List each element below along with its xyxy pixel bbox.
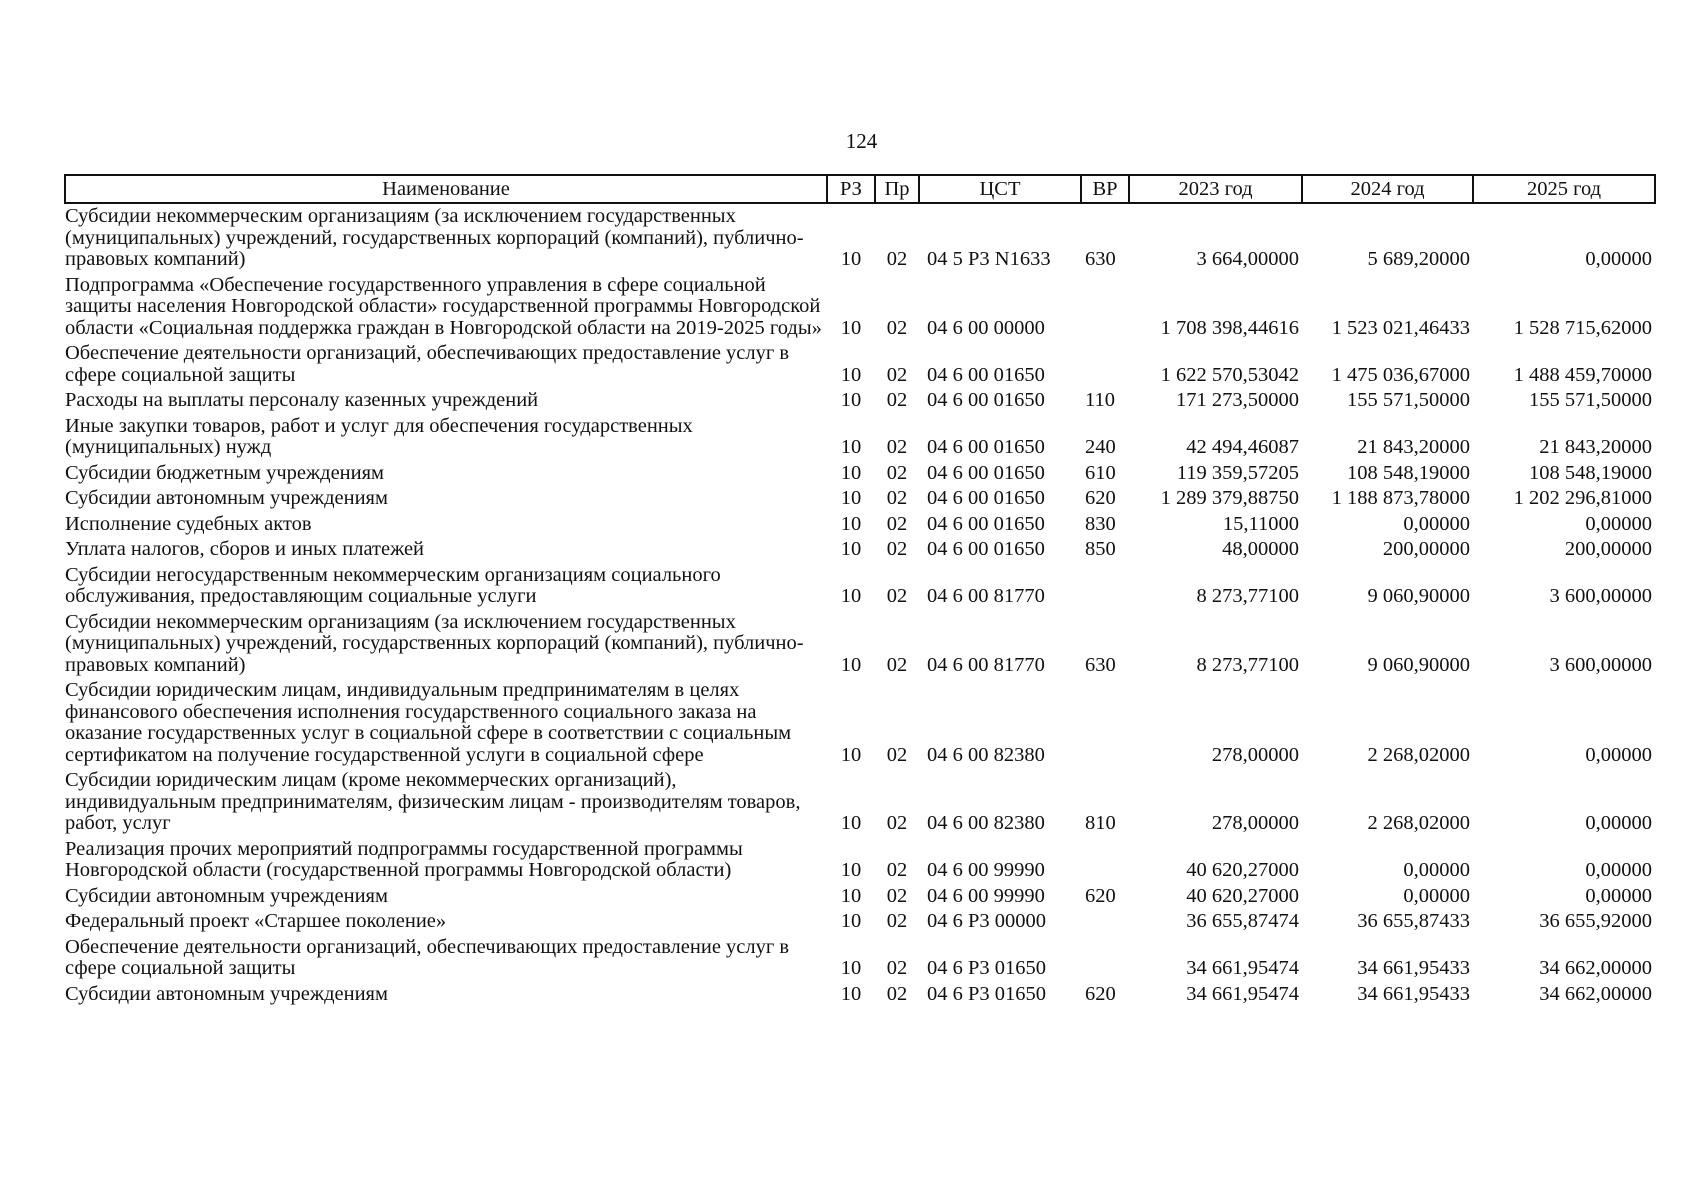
table-row bbox=[65, 884, 1655, 910]
table-header-row bbox=[65, 175, 1655, 203]
row-2023: 40 620,27000 bbox=[1186, 859, 1299, 881]
row-pr: 02 bbox=[886, 316, 908, 339]
row-cst: 04 6 00 01650 bbox=[927, 363, 1045, 386]
row-2024: 34 661,95433 bbox=[1357, 957, 1470, 979]
row-cst: 04 6 00 82380 bbox=[927, 743, 1045, 766]
row-2024: 1 523 021,46433 bbox=[1331, 316, 1470, 339]
row-pr: 02 bbox=[886, 982, 908, 1005]
row-2024: 200,00000 bbox=[1382, 538, 1470, 560]
row-2024: 0,00000 bbox=[1403, 512, 1470, 535]
row-rz: 10 bbox=[840, 812, 862, 834]
table-row bbox=[65, 935, 1655, 982]
table-row bbox=[65, 414, 1655, 461]
row-2023: 48,00000 bbox=[1222, 538, 1299, 560]
row-pr: 02 bbox=[886, 363, 908, 386]
header-2023: 2023 год bbox=[1129, 175, 1302, 203]
row-rz: 10 bbox=[840, 957, 862, 979]
row-2023: 1 708 398,44616 bbox=[1160, 316, 1299, 339]
page-number: 124 bbox=[845, 129, 878, 153]
row-name: Субсидии юридическим лицам, индивидуальным предпринимателям в целях финансового обеспечения исполнения государственного социального заказа на оказание государственных услуг в социальной сфере в соответствии с социальным сертификатом на получение государственной услуги в социальной сфере bbox=[65, 679, 792, 766]
row-name: Субсидии автономным учреждениям bbox=[65, 982, 388, 1005]
row-2023: 15,11000 bbox=[1222, 512, 1299, 535]
row-2024: 34 661,95433 bbox=[1357, 982, 1470, 1005]
header-vr: ВР bbox=[1081, 175, 1129, 203]
row-rz: 10 bbox=[840, 910, 862, 932]
row-2023: 36 655,87474 bbox=[1186, 910, 1299, 932]
row-vr bbox=[1081, 837, 1129, 884]
row-name: Расходы на выплаты персоналу казенных учреждений bbox=[65, 389, 539, 411]
row-rz: 10 bbox=[840, 487, 862, 509]
row-cst: 04 5 Р3 N1633 bbox=[927, 248, 1051, 270]
table-row bbox=[65, 768, 1655, 837]
row-vr: 110 bbox=[1085, 389, 1115, 411]
row-vr: 620 bbox=[1085, 884, 1116, 907]
row-rz: 10 bbox=[840, 538, 862, 560]
row-cst: 04 6 00 01650 bbox=[927, 512, 1045, 535]
row-cst: 04 6 00 81770 bbox=[927, 585, 1045, 607]
row-name: Обеспечение деятельности организаций, обеспечивающих предоставление услуг в сфере социальной защиты bbox=[65, 935, 790, 979]
row-vr bbox=[1081, 678, 1129, 768]
row-2024: 36 655,87433 bbox=[1357, 910, 1470, 932]
row-pr: 02 bbox=[886, 461, 908, 484]
row-rz: 10 bbox=[840, 653, 862, 676]
row-name: Реализация прочих мероприятий подпрограммы государственной программы Новгородской области (государственной программы Новгородской области) bbox=[65, 837, 743, 881]
row-name: Федеральный проект «Старшее поколение» bbox=[65, 910, 447, 932]
row-2023: 119 359,57205 bbox=[1176, 461, 1299, 484]
row-cst: 04 6 00 01650 bbox=[927, 461, 1045, 484]
row-rz: 10 bbox=[840, 363, 862, 386]
budget-table bbox=[64, 174, 1656, 1007]
row-name: Обеспечение деятельности организаций, обеспечивающих предоставление услуг в сфере социальной защиты bbox=[65, 342, 790, 386]
row-name: Субсидии автономным учреждениям bbox=[65, 884, 388, 907]
row-vr: 620 bbox=[1085, 487, 1116, 509]
row-rz: 10 bbox=[840, 859, 862, 881]
row-2023: 278,00000 bbox=[1211, 812, 1299, 834]
table-row bbox=[65, 486, 1655, 512]
row-2024: 1 188 873,78000 bbox=[1331, 487, 1470, 509]
row-vr bbox=[1081, 341, 1129, 388]
row-cst: 04 6 00 01650 bbox=[927, 389, 1045, 411]
row-2025: 34 662,00000 bbox=[1539, 957, 1652, 979]
row-pr: 02 bbox=[886, 538, 908, 560]
row-rz: 10 bbox=[840, 512, 862, 535]
row-rz: 10 bbox=[840, 585, 862, 607]
row-pr: 02 bbox=[886, 884, 908, 907]
row-name: Иные закупки товаров, работ и услуг для обеспечения государственных (муниципальных) нужд bbox=[65, 414, 693, 458]
row-2024: 5 689,20000 bbox=[1367, 248, 1470, 270]
row-cst: 04 6 00 99990 bbox=[927, 859, 1045, 881]
row-2023: 40 620,27000 bbox=[1186, 884, 1299, 907]
row-pr: 02 bbox=[886, 812, 908, 834]
row-vr: 620 bbox=[1085, 982, 1116, 1005]
row-2023: 34 661,95474 bbox=[1186, 957, 1299, 979]
row-2025: 0,00000 bbox=[1585, 859, 1652, 881]
row-vr: 830 bbox=[1085, 512, 1116, 535]
row-2023: 8 273,77100 bbox=[1196, 585, 1299, 607]
row-rz: 10 bbox=[840, 461, 862, 484]
row-2023: 1 289 379,88750 bbox=[1160, 487, 1299, 509]
row-2025: 108 548,19000 bbox=[1529, 461, 1652, 484]
row-cst: 04 6 Р3 00000 bbox=[927, 910, 1047, 932]
row-pr: 02 bbox=[886, 910, 908, 932]
row-rz: 10 bbox=[840, 982, 862, 1005]
row-2024: 2 268,02000 bbox=[1367, 812, 1470, 834]
row-2025: 36 655,92000 bbox=[1539, 910, 1652, 932]
row-2024: 9 060,90000 bbox=[1367, 585, 1470, 607]
row-vr: 610 bbox=[1085, 461, 1116, 484]
row-pr: 02 bbox=[886, 487, 908, 509]
header-2024: 2024 год bbox=[1302, 175, 1473, 203]
row-pr: 02 bbox=[886, 248, 908, 270]
row-pr: 02 bbox=[886, 743, 908, 766]
row-cst: 04 6 00 01650 bbox=[927, 487, 1045, 509]
row-pr: 02 bbox=[886, 585, 908, 607]
row-name: Уплата налогов, сборов и иных платежей bbox=[65, 538, 425, 560]
table-row bbox=[65, 273, 1655, 342]
row-2025: 1 528 715,62000 bbox=[1513, 316, 1652, 339]
row-name: Подпрограмма «Обеспечение государственного управления в сфере социальной защиты населения Новгородской области» государственной программы Новгородской области «Социальная поддержка граждан в Новгородской области на 2019-2025 годы» bbox=[65, 273, 822, 339]
row-2025: 21 843,20000 bbox=[1539, 436, 1652, 458]
row-2024: 21 843,20000 bbox=[1357, 436, 1470, 458]
table-row bbox=[65, 678, 1655, 768]
table-row bbox=[65, 341, 1655, 388]
row-name: Субсидии бюджетным учреждениям bbox=[65, 461, 385, 484]
row-cst: 04 6 00 01650 bbox=[927, 436, 1045, 458]
row-cst: 04 6 00 81770 bbox=[927, 653, 1045, 676]
row-2024: 1 475 036,67000 bbox=[1331, 363, 1470, 386]
row-pr: 02 bbox=[886, 389, 908, 411]
header-2025: 2025 год bbox=[1473, 175, 1655, 203]
row-2023: 3 664,00000 bbox=[1196, 248, 1299, 270]
row-rz: 10 bbox=[840, 884, 862, 907]
table-row bbox=[65, 388, 1655, 414]
row-vr bbox=[1081, 909, 1129, 935]
row-vr bbox=[1081, 273, 1129, 342]
row-2023: 1 622 570,53042 bbox=[1160, 363, 1299, 386]
header-rz: РЗ bbox=[827, 175, 875, 203]
header-cst: ЦСТ bbox=[919, 175, 1081, 203]
row-cst: 04 6 00 82380 bbox=[927, 812, 1045, 834]
row-2023: 171 273,50000 bbox=[1176, 389, 1299, 411]
row-vr: 240 bbox=[1085, 436, 1116, 458]
row-2025: 0,00000 bbox=[1585, 743, 1652, 766]
row-2024: 2 268,02000 bbox=[1367, 743, 1470, 766]
row-2025: 3 600,00000 bbox=[1549, 653, 1652, 676]
row-2025: 3 600,00000 bbox=[1549, 585, 1652, 607]
row-2023: 278,00000 bbox=[1211, 743, 1299, 766]
table-row bbox=[65, 537, 1655, 563]
row-2025: 0,00000 bbox=[1585, 512, 1652, 535]
row-2024: 0,00000 bbox=[1403, 884, 1470, 907]
header-name: Наименование bbox=[65, 175, 827, 203]
row-rz: 10 bbox=[840, 389, 862, 411]
table-row bbox=[65, 610, 1655, 679]
table-row bbox=[65, 203, 1655, 273]
row-name: Субсидии юридическим лицам (кроме некоммерческих организаций), индивидуальным предпринимателям, физическим лицам - производителям товаров, работ, услуг bbox=[65, 769, 801, 834]
row-2025: 34 662,00000 bbox=[1539, 982, 1652, 1005]
row-name: Субсидии некоммерческим организациям (за исключением государственных (муниципальных) учреждений, государственных корпораций (компаний), публично-правовых компаний) bbox=[65, 610, 804, 676]
row-2025: 1 488 459,70000 bbox=[1513, 363, 1652, 386]
row-pr: 02 bbox=[886, 653, 908, 676]
row-2023: 8 273,77100 bbox=[1196, 653, 1299, 676]
row-2025: 0,00000 bbox=[1585, 884, 1652, 907]
row-rz: 10 bbox=[840, 436, 862, 458]
row-2025: 0,00000 bbox=[1585, 248, 1652, 270]
row-vr bbox=[1081, 935, 1129, 982]
row-vr: 630 bbox=[1085, 248, 1116, 270]
row-cst: 04 6 Р3 01650 bbox=[927, 982, 1047, 1005]
row-2024: 155 571,50000 bbox=[1347, 389, 1470, 411]
row-cst: 04 6 00 99990 bbox=[927, 884, 1045, 907]
table-row bbox=[65, 512, 1655, 538]
row-rz: 10 bbox=[840, 743, 862, 766]
table-row bbox=[65, 909, 1655, 935]
row-2024: 9 060,90000 bbox=[1367, 653, 1470, 676]
row-pr: 02 bbox=[886, 957, 908, 979]
row-name: Субсидии негосударственным некоммерческим организациям социального обслуживания, предоставляющим социальные услуги bbox=[65, 563, 721, 607]
row-name: Субсидии некоммерческим организациям (за исключением государственных (муниципальных) учреждений, государственных корпораций (компаний), публично-правовых компаний) bbox=[65, 205, 804, 270]
row-name: Субсидии автономным учреждениям bbox=[65, 487, 388, 509]
table-row bbox=[65, 563, 1655, 610]
row-2023: 34 661,95474 bbox=[1186, 982, 1299, 1005]
table-row bbox=[65, 837, 1655, 884]
row-2025: 0,00000 bbox=[1585, 812, 1652, 834]
row-pr: 02 bbox=[886, 512, 908, 535]
row-2025: 1 202 296,81000 bbox=[1513, 487, 1652, 509]
row-pr: 02 bbox=[886, 859, 908, 881]
row-2024: 108 548,19000 bbox=[1347, 461, 1470, 484]
table-row bbox=[65, 982, 1655, 1008]
row-cst: 04 6 Р3 01650 bbox=[927, 957, 1047, 979]
row-pr: 02 bbox=[886, 436, 908, 458]
row-rz: 10 bbox=[840, 316, 862, 339]
row-vr: 630 bbox=[1085, 653, 1116, 676]
row-2024: 0,00000 bbox=[1403, 859, 1470, 881]
row-name: Исполнение судебных актов bbox=[65, 512, 312, 535]
row-cst: 04 6 00 01650 bbox=[927, 538, 1045, 560]
header-pr: Пр bbox=[875, 175, 919, 203]
row-2025: 155 571,50000 bbox=[1529, 389, 1652, 411]
row-2025: 200,00000 bbox=[1564, 538, 1652, 560]
table-row bbox=[65, 461, 1655, 487]
row-cst: 04 6 00 00000 bbox=[927, 316, 1045, 339]
row-rz: 10 bbox=[840, 248, 862, 270]
row-vr: 810 bbox=[1085, 812, 1116, 834]
row-vr bbox=[1081, 563, 1129, 610]
row-2023: 42 494,46087 bbox=[1186, 436, 1299, 458]
row-vr: 850 bbox=[1085, 538, 1116, 560]
